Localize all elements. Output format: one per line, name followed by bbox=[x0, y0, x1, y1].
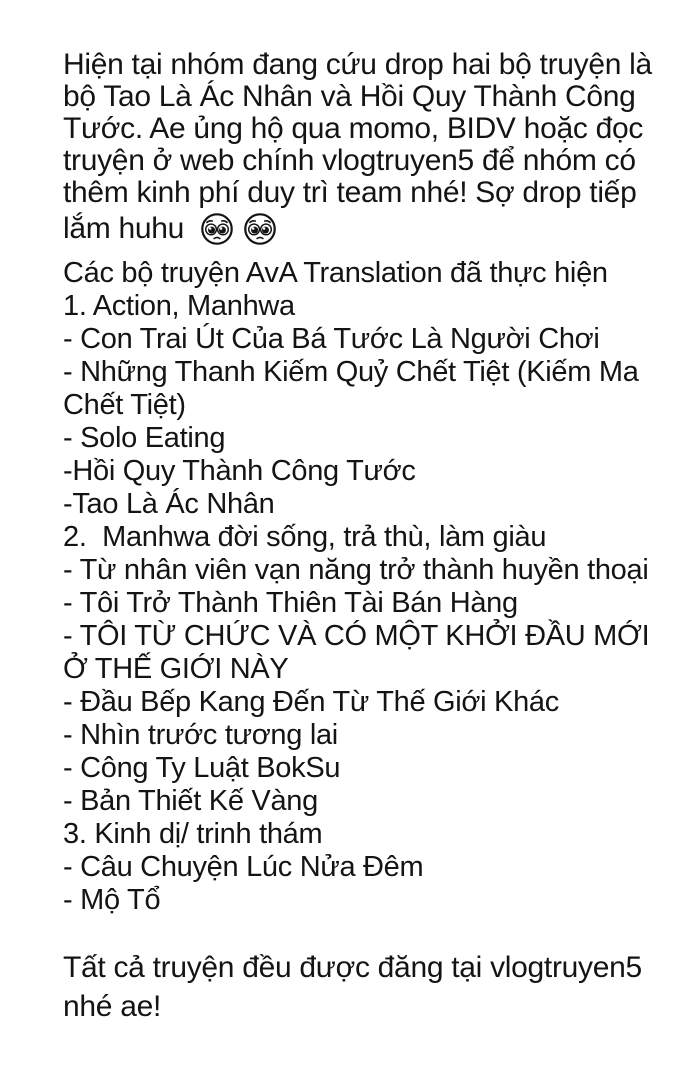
text-line: Chết Tiệt) bbox=[63, 389, 186, 421]
text-line: Ở THẾ GIỚI NÀY bbox=[63, 653, 289, 685]
text-line: - Bản Thiết Kế Vàng bbox=[63, 785, 318, 817]
catalog-heading: Các bộ truyện AvA Translation đã thực hiện bbox=[63, 257, 608, 289]
text-line: 1. Action, Manhwa bbox=[63, 290, 295, 322]
intro-paragraph bbox=[63, 49, 662, 209]
text-line: thêm kinh phí duy trì team nhé! Sợ drop tiếp bbox=[63, 176, 637, 209]
text-line: Hiện tại nhóm đang cứu drop hai bộ truyện là bbox=[63, 48, 652, 81]
text-line: - Đầu Bếp Kang Đến Từ Thế Giới Khác bbox=[63, 686, 559, 718]
text-line: truyện ở web chính vlogtruyen5 để nhóm có bbox=[63, 144, 636, 177]
text-line: bộ Tao Là Ác Nhân và Hồi Quy Thành Công bbox=[63, 80, 636, 113]
text-line: 3. Kinh dị/ trinh thám bbox=[63, 818, 323, 850]
text-line: - Câu Chuyện Lúc Nửa Đêm bbox=[63, 851, 424, 883]
footer-note bbox=[63, 948, 662, 1026]
text-line: - Những Thanh Kiếm Quỷ Chết Tiệt (Kiếm Ma bbox=[63, 356, 639, 388]
emoji-line bbox=[63, 211, 662, 247]
text-line: - Con Trai Út Của Bá Tước Là Người Chơi bbox=[63, 323, 600, 355]
pleading-face-emoji bbox=[200, 212, 234, 246]
text-line: - Tôi Trở Thành Thiên Tài Bán Hàng bbox=[63, 587, 518, 619]
text-line: lắm huhu bbox=[63, 212, 185, 245]
catalog-list bbox=[63, 290, 662, 917]
text-line: -Hồi Quy Thành Công Tước bbox=[63, 455, 416, 487]
text-line: - Solo Eating bbox=[63, 422, 226, 454]
text-line: nhé ae! bbox=[63, 990, 161, 1023]
text-line: 2. Manhwa đời sống, trả thù, làm giàu bbox=[63, 521, 547, 553]
text-line: Tước. Ae ủng hộ qua momo, BIDV hoặc đọc bbox=[63, 112, 644, 145]
text-line: - Mộ Tổ bbox=[63, 884, 161, 916]
text-line: -Tao Là Ác Nhân bbox=[63, 488, 275, 520]
series-catalog bbox=[63, 257, 662, 917]
pleading-face-emoji bbox=[243, 212, 277, 246]
text-line: - TÔI TỪ CHỨC VÀ CÓ MỘT KHỞI ĐẦU MỚI bbox=[63, 620, 650, 652]
text-line: - Nhìn trước tương lai bbox=[63, 719, 338, 751]
text-line: - Công Ty Luật BokSu bbox=[63, 752, 341, 784]
text-line: Tất cả truyện đều được đăng tại vlogtruyen5 bbox=[63, 951, 642, 984]
text-line: - Từ nhân viên vạn năng trở thành huyền thoại bbox=[63, 554, 649, 586]
